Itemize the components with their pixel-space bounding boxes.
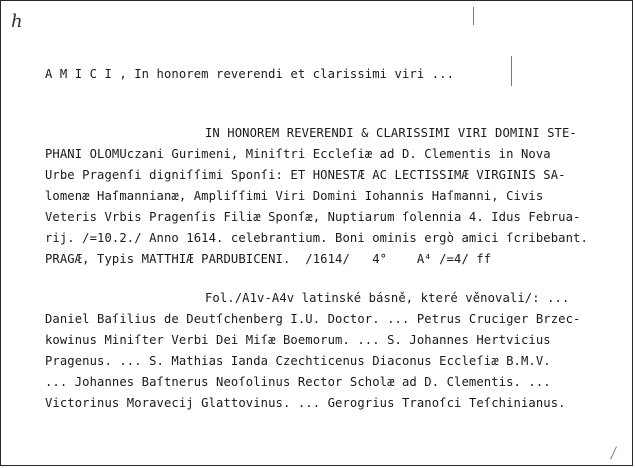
note-line: kowinus Miniſter Verbi Dei Miſæ Boemorum. ... S. Johannes Hertvicius — [45, 333, 551, 347]
entry-line: Urbe Pragenſi digniſſimi Sponſi: ET HONESTÆ AC LECTISSIMÆ VIRGINIS SA- — [45, 168, 566, 182]
note-line: Victorinus Moravecij Glattovinus. ... Gerogrius Tranoſci Teſchinianus. — [45, 396, 566, 410]
entry-line: lomenæ Haſmannianæ, Ampliſſimi Viri Domini Iohannis Haſmanni, Civis — [45, 189, 544, 203]
pencil-stroke — [473, 7, 474, 25]
handwritten-mark: h — [11, 11, 23, 32]
note-line: Fol./A1v-A4v latinské básně, které věnovali/: ... — [205, 291, 570, 305]
note-line: Pragenus. ... S. Mathias Ianda Czechticenus Diaconus Eccleſiæ B.M.V. — [45, 354, 551, 368]
note-line: ... Johannes Baſtnerus Neoſolinus Rector Scholæ ad D. Clementis. ... — [45, 375, 551, 389]
card-heading: A M I C I , In honorem reverendi et clarissimi viri ... — [45, 67, 455, 81]
entry-line: PHANI OLOMUczani Gurimeni, Miniſtri Eccleſiæ ad D. Clementis in Nova — [45, 147, 551, 161]
entry-line: IN HONOREM REVERENDI & CLARISSIMI VIRI DOMINI STE- — [205, 126, 577, 140]
pencil-stroke — [610, 446, 617, 459]
entry-line: PRAGÆ, Typis MATTHIÆ PARDUBICENI. /1614/ 4° A⁴ /=4/ ff — [45, 252, 492, 266]
pencil-stroke — [511, 56, 512, 86]
entry-line: Veteris Vrbis Pragenſis Filiæ Sponſæ, Nuptiarum ſolennia 4. Idus Februa- — [45, 210, 581, 224]
note-line: Daniel Baſilius de Deutſchenberg I.U. Doctor. ... Petrus Cruciger Brzec- — [45, 312, 581, 326]
entry-line: rij. /=10.2./ Anno 1614. celebrantium. Boni ominis ergò amici ſcribebant. — [45, 231, 588, 245]
